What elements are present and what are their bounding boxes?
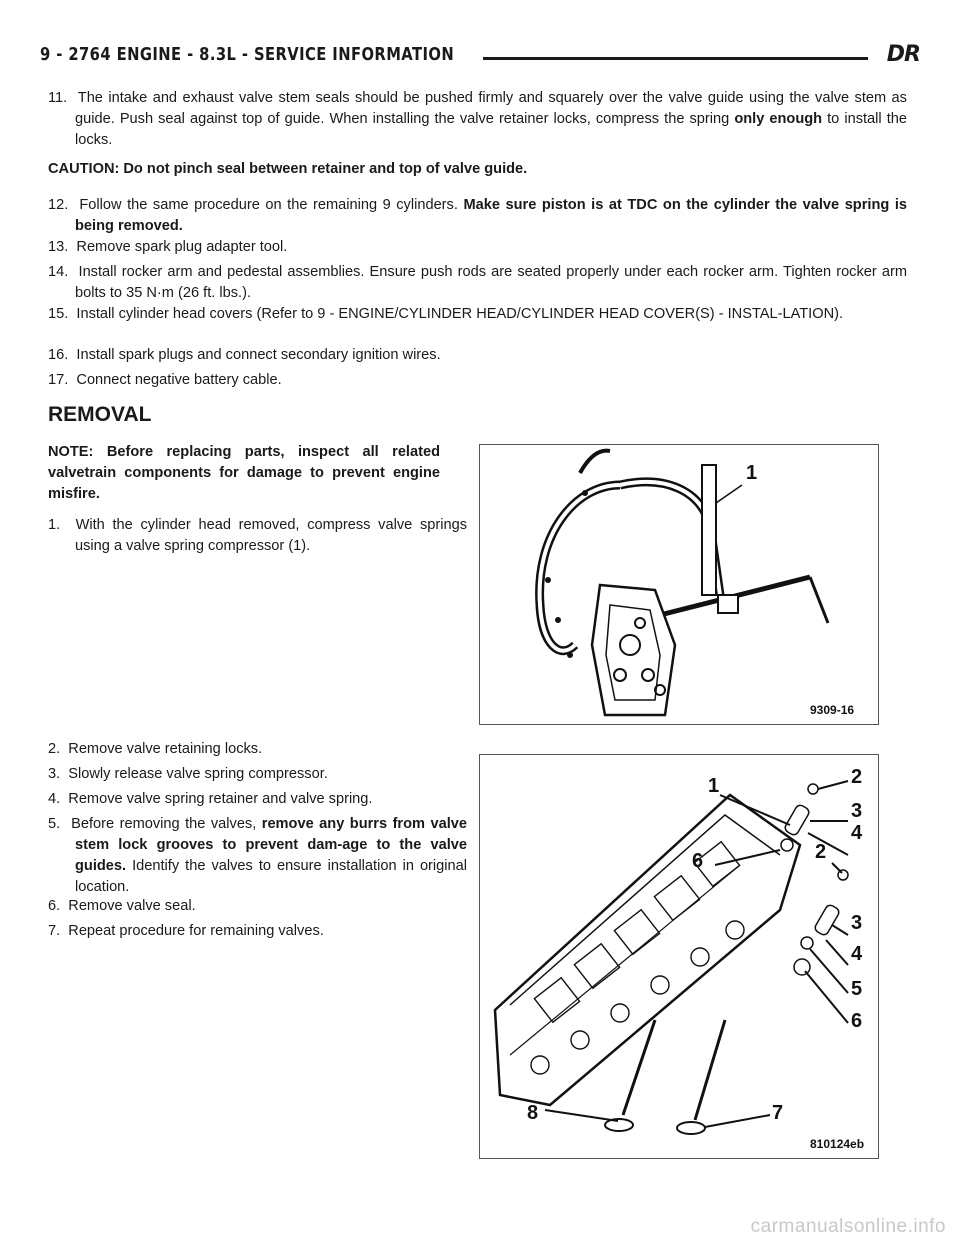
step-16: 16. Install spark plugs and connect secondary ignition wires. bbox=[48, 347, 441, 363]
callout-label: 7 bbox=[772, 1102, 784, 1124]
removal-step-6: 6. Remove valve seal. bbox=[48, 898, 196, 914]
callout-label: 3 bbox=[851, 912, 863, 934]
removal-step-1: 1. With the cylinder head removed, compress valve springs using a valve spring compressor (1). bbox=[48, 517, 467, 554]
callout-label: 5 bbox=[851, 978, 863, 1000]
callout-label: 2 bbox=[851, 766, 863, 788]
step-14: 14. Install rocker arm and pedestal assemblies. Ensure push rods are seated properly under each rocker arm. Tighten rocker arm bolts to 35 N·m (26 ft. lbs.). bbox=[48, 264, 907, 301]
figure-code: 810124eb bbox=[810, 1137, 865, 1151]
callout-label: 1 bbox=[708, 775, 720, 797]
removal-step-7: 7. Repeat procedure for remaining valves. bbox=[48, 923, 324, 939]
caution-note: CAUTION: Do not pinch seal between retainer and top of valve guide. bbox=[48, 161, 528, 177]
step-bold: only enough bbox=[734, 111, 823, 127]
callout-label: 1 bbox=[746, 462, 758, 484]
callout-label: 4 bbox=[851, 943, 863, 965]
watermark: carmanualsonline.info bbox=[750, 1216, 946, 1237]
header-rule bbox=[483, 57, 868, 60]
page-title: 9 - 2764 ENGINE - 8.3L - SERVICE INFORMATION bbox=[40, 44, 455, 65]
step-11 bbox=[48, 88, 907, 151]
section-heading: REMOVAL bbox=[48, 403, 152, 426]
step-15: 15. Install cylinder head covers (Refer to 9 - ENGINE/CYLINDER HEAD/CYLINDER HEAD COVER(S) - INSTAL-LATION). bbox=[48, 306, 844, 322]
callout-label: 3 bbox=[851, 800, 863, 822]
step-12: 12. Follow the same procedure on the remaining 9 cylinders. Make sure piston is at TDC on the cylinder the valve spring is being removed. bbox=[48, 197, 907, 234]
figure-valve-spring-compressor bbox=[479, 444, 879, 725]
step-number: 11. bbox=[48, 90, 68, 106]
callout-label: 4 bbox=[851, 822, 863, 844]
step-13: 13. Remove spark plug adapter tool. bbox=[48, 239, 288, 255]
removal-step-3: 3. Slowly release valve spring compressor. bbox=[48, 766, 328, 782]
step-text-after: to install the locks. bbox=[75, 111, 907, 148]
page-header bbox=[40, 44, 920, 72]
callout-label: 6 bbox=[851, 1010, 863, 1032]
removal-step-4: 4. Remove valve spring retainer and valve spring. bbox=[48, 791, 373, 807]
step-text: The intake and exhaust valve stem seals should be pushed firmly and squarely over the valve guide using the valve stem as guide. Push seal against top of guide. When installing the valve retainer locks, compress the spring bbox=[75, 90, 907, 127]
figure-code: 9309-16 bbox=[810, 703, 855, 717]
model-code: DR bbox=[886, 42, 920, 67]
removal-step-5: 5. Before removing the valves, remove any burrs from valve stem lock grooves to prevent dam-age to the valve guides. Identify the valves to ensure installation in original location. bbox=[48, 816, 467, 895]
callout-label: 6 bbox=[692, 850, 704, 872]
callout-label: 2 bbox=[815, 841, 827, 863]
removal-note: NOTE: Before replacing parts, inspect all related valvetrain components for damage to prevent engine misfire. bbox=[48, 444, 440, 502]
step-17: 17. Connect negative battery cable. bbox=[48, 372, 282, 388]
removal-step-2: 2. Remove valve retaining locks. bbox=[48, 741, 263, 757]
callout-label: 8 bbox=[527, 1102, 539, 1124]
figure-valve-components bbox=[479, 754, 879, 1159]
